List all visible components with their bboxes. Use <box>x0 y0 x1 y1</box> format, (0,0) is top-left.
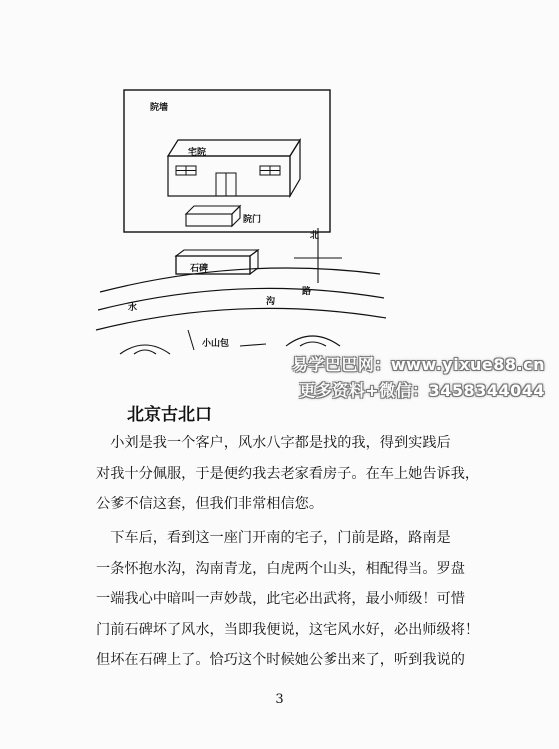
site-diagram <box>90 78 390 368</box>
paragraph-line: 对我十分佩服，于是便约我去老家看房子。在车上她告诉我， <box>96 465 480 482</box>
paragraph-line: 小刘是我一个客户，风水八字都是找的我，得到实践后 <box>96 435 451 451</box>
label-road: 路 <box>302 287 312 297</box>
ditch-top <box>98 288 384 310</box>
paragraph-2 <box>96 523 516 676</box>
paragraph-line: 门前石碑坏了风水，当即我便说，这宅风水好，必出师级将！ <box>96 621 480 638</box>
road-edge <box>100 268 380 292</box>
house-front <box>168 156 290 196</box>
house-side <box>290 140 300 196</box>
section-heading: 北京古北口 <box>127 405 212 425</box>
label-yard-wall: 院墙 <box>150 103 169 113</box>
site-diagram-drawing <box>90 78 390 368</box>
paragraph-line: 一端我心中暗叫一声妙哉，此宅必出武将，最小师级！可惜 <box>96 591 465 607</box>
paragraph-line: 下车后，看到这一座门开南的宅子，门前是路，路南是 <box>96 530 451 546</box>
gate-top <box>186 206 240 214</box>
paragraph-line: 公爹不信这套，但我们非常相信您。 <box>96 496 324 512</box>
page-number: 3 <box>275 692 284 707</box>
ditch-bottom <box>96 308 386 330</box>
label-house: 宅院 <box>188 148 207 158</box>
label-stone-tablet: 石碑 <box>190 264 209 274</box>
label-small-hill: 小山包 <box>202 339 230 349</box>
paragraph-1 <box>96 428 516 520</box>
label-ditch-left: 水 <box>128 303 138 313</box>
gate-front <box>186 214 232 226</box>
watermark-line-1: 易学巴巴网：www.yixue88.cn <box>291 355 545 374</box>
paragraph-line: 但坏在石碑上了。恰巧这个时候她公爹出来了，听到我说的 <box>96 652 465 668</box>
label-ditch-right: 沟 <box>266 297 276 307</box>
label-north: 北 <box>310 231 320 241</box>
watermark-line-2: 更多资料+微信：3458344044 <box>299 381 545 400</box>
hill-right-outer <box>286 336 340 346</box>
label-yard-gate: 院门 <box>243 215 262 225</box>
paragraph-line: 一条怀抱水沟，沟南青龙，白虎两个山头，相配得当。罗盘 <box>96 560 465 577</box>
